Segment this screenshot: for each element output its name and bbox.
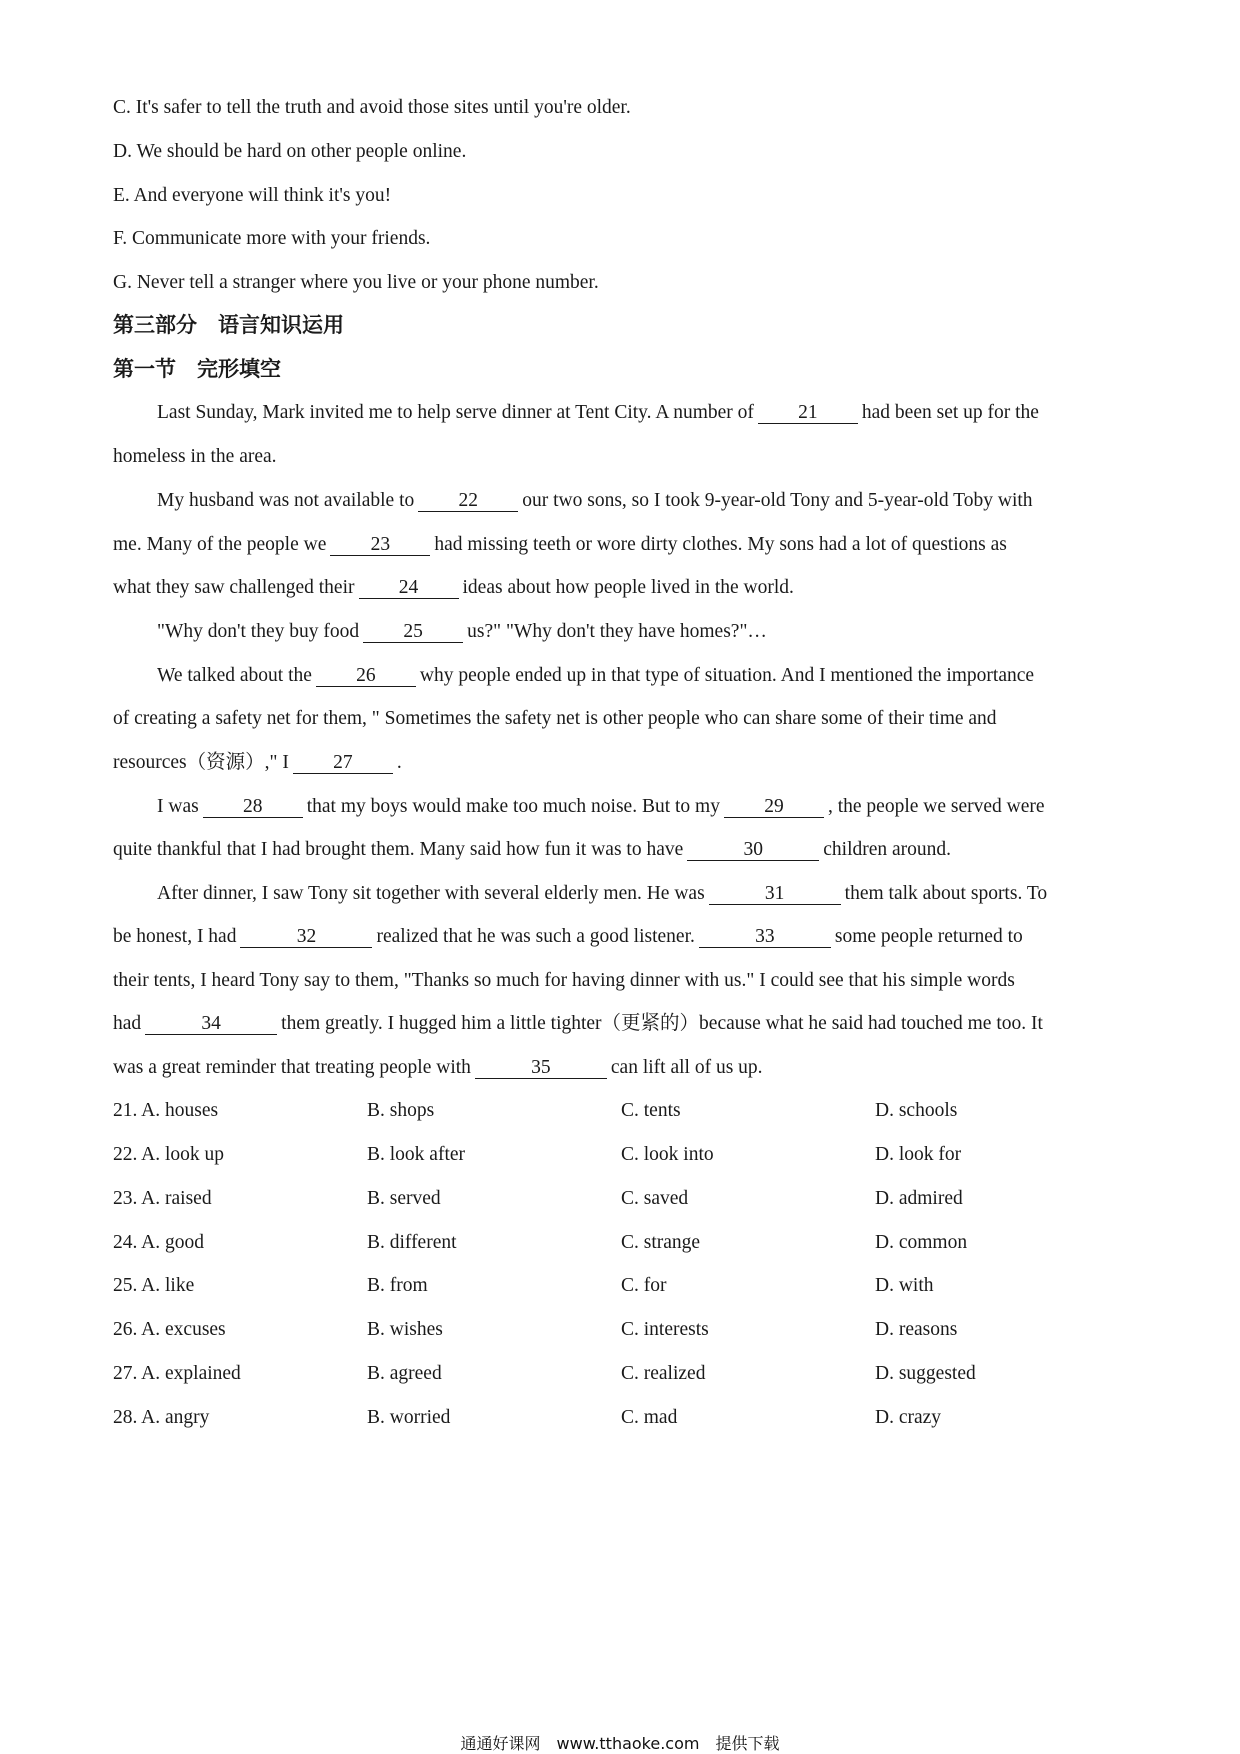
passage-text: had missing teeth or wore dirty clothes. My sons had a lot of questions as	[434, 534, 1007, 555]
passage-text: , the people we served were	[827, 796, 1045, 817]
blank-28: 28	[203, 797, 303, 818]
passage-text: why people ended up in that type of situation. And I mentioned the importance	[419, 665, 1035, 686]
option-b: B. look after	[367, 1144, 466, 1165]
passage-line	[113, 751, 402, 775]
option-d: D. admired	[875, 1188, 963, 1209]
passage-text: can lift all of us up.	[610, 1057, 763, 1078]
blank-35: 35	[475, 1058, 607, 1079]
blank-27: 27	[293, 753, 393, 774]
option-b: B. worried	[367, 1407, 451, 1428]
option-b: B. served	[367, 1188, 441, 1209]
option-d: D. crazy	[875, 1407, 942, 1428]
passage-line	[113, 707, 997, 731]
passage-line	[113, 533, 1007, 557]
passage-line	[157, 882, 1047, 906]
passage-text: our two sons, so I took 9-year-old Tony and 5-year-old Toby with	[522, 490, 1033, 511]
passage-text: .	[396, 752, 402, 773]
passage-text: had been set up for the	[861, 402, 1039, 423]
option-a: 23. A. raised	[113, 1188, 212, 1209]
option-c: C. It's safer to tell the truth and avoid those sites until you're older.	[113, 97, 631, 118]
option-a: 25. A. like	[113, 1275, 195, 1296]
passage-line	[113, 445, 277, 469]
passage-text: of creating a safety net for them, " Sometimes the safety net is other people who can share some of their time and	[113, 708, 997, 729]
part-title: 第三部分 语言知识运用	[113, 313, 344, 337]
option-c: C. mad	[621, 1407, 678, 1428]
passage-line	[157, 664, 1034, 688]
option-b: B. from	[367, 1275, 428, 1296]
passage-text: homeless in the area.	[113, 446, 277, 467]
passage-text: Last Sunday, Mark invited me to help serve dinner at Tent City. A number of	[157, 402, 754, 423]
passage-line	[113, 1012, 1043, 1036]
passage-line	[157, 489, 1033, 513]
passage-text: their tents, I heard Tony say to them, "Thanks so much for having dinner with us." I could see that his simple words	[113, 970, 1015, 991]
blank-33: 33	[699, 927, 831, 948]
passage-text: them greatly. I hugged him a little tighter（更紧的）because what he said had touched me too. It	[281, 1013, 1043, 1034]
subsection-title: 第一节 完形填空	[113, 357, 281, 381]
option-d: D. schools	[875, 1100, 958, 1121]
passage-line	[157, 620, 767, 644]
passage-text: me. Many of the people we	[113, 534, 327, 555]
option-g: G. Never tell a stranger where you live or your phone number.	[113, 272, 599, 293]
option-d: D. suggested	[875, 1363, 976, 1384]
page-footer: 通通好课网 www.tthaoke.com 提供下载	[460, 1734, 780, 1753]
option-b: B. wishes	[367, 1319, 443, 1340]
passage-line	[113, 1056, 763, 1080]
blank-23: 23	[330, 535, 430, 556]
blank-32: 32	[240, 927, 372, 948]
option-c: C. saved	[621, 1188, 689, 1209]
option-a: 21. A. houses	[113, 1100, 219, 1121]
blank-29: 29	[724, 797, 824, 818]
passage-text: was a great reminder that treating people with	[113, 1057, 471, 1078]
blank-30: 30	[687, 840, 819, 861]
blank-21: 21	[758, 403, 858, 424]
option-c: C. interests	[621, 1319, 709, 1340]
option-a: 26. A. excuses	[113, 1319, 226, 1340]
blank-34: 34	[145, 1014, 277, 1035]
passage-line	[113, 576, 794, 600]
option-a: 28. A. angry	[113, 1407, 210, 1428]
option-c: C. look into	[621, 1144, 714, 1165]
passage-text: that my boys would make too much noise. But to my	[306, 796, 720, 817]
passage-line	[157, 795, 1045, 819]
passage-text: My husband was not available to	[157, 490, 415, 511]
passage-line	[113, 838, 951, 862]
passage-line	[113, 925, 1023, 949]
option-a: 24. A. good	[113, 1232, 205, 1253]
blank-31: 31	[709, 884, 841, 905]
passage-line	[113, 969, 1015, 993]
passage-text: "Why don't they buy food	[157, 621, 360, 642]
passage-text: realized that he was such a good listener.	[376, 926, 695, 947]
passage-text: what they saw challenged their	[113, 577, 355, 598]
option-a: 22. A. look up	[113, 1144, 225, 1165]
option-b: B. agreed	[367, 1363, 442, 1384]
option-d: D. common	[875, 1232, 968, 1253]
option-d: D. look for	[875, 1144, 962, 1165]
option-d: D. with	[875, 1275, 934, 1296]
option-b: B. different	[367, 1232, 457, 1253]
passage-text: ideas about how people lived in the world.	[462, 577, 794, 598]
option-c: C. for	[621, 1275, 667, 1296]
passage-text: We talked about the	[157, 665, 312, 686]
option-c: C. realized	[621, 1363, 706, 1384]
passage-text: After dinner, I saw Tony sit together with several elderly men. He was	[157, 883, 705, 904]
passage-text: quite thankful that I had brought them. Many said how fun it was to have	[113, 839, 684, 860]
passage-text: them talk about sports. To	[844, 883, 1048, 904]
passage-text: I was	[157, 796, 199, 817]
passage-line	[157, 401, 1039, 425]
passage-text: us?" "Why don't they have homes?"…	[467, 621, 767, 642]
option-e: E. And everyone will think it's you!	[113, 185, 392, 206]
passage-text: children around.	[823, 839, 952, 860]
option-c: C. strange	[621, 1232, 701, 1253]
passage-text: some people returned to	[834, 926, 1023, 947]
option-d: D. We should be hard on other people online.	[113, 141, 467, 162]
option-b: B. shops	[367, 1100, 435, 1121]
passage-text: had	[113, 1013, 142, 1034]
passage-text: resources（资源）," I	[113, 752, 289, 773]
blank-24: 24	[359, 578, 459, 599]
passage-text: be honest, I had	[113, 926, 237, 947]
blank-26: 26	[316, 666, 416, 687]
option-a: 27. A. explained	[113, 1363, 241, 1384]
option-f: F. Communicate more with your friends.	[113, 228, 431, 249]
blank-25: 25	[363, 622, 463, 643]
option-c: C. tents	[621, 1100, 681, 1121]
blank-22: 22	[418, 491, 518, 512]
option-d: D. reasons	[875, 1319, 958, 1340]
